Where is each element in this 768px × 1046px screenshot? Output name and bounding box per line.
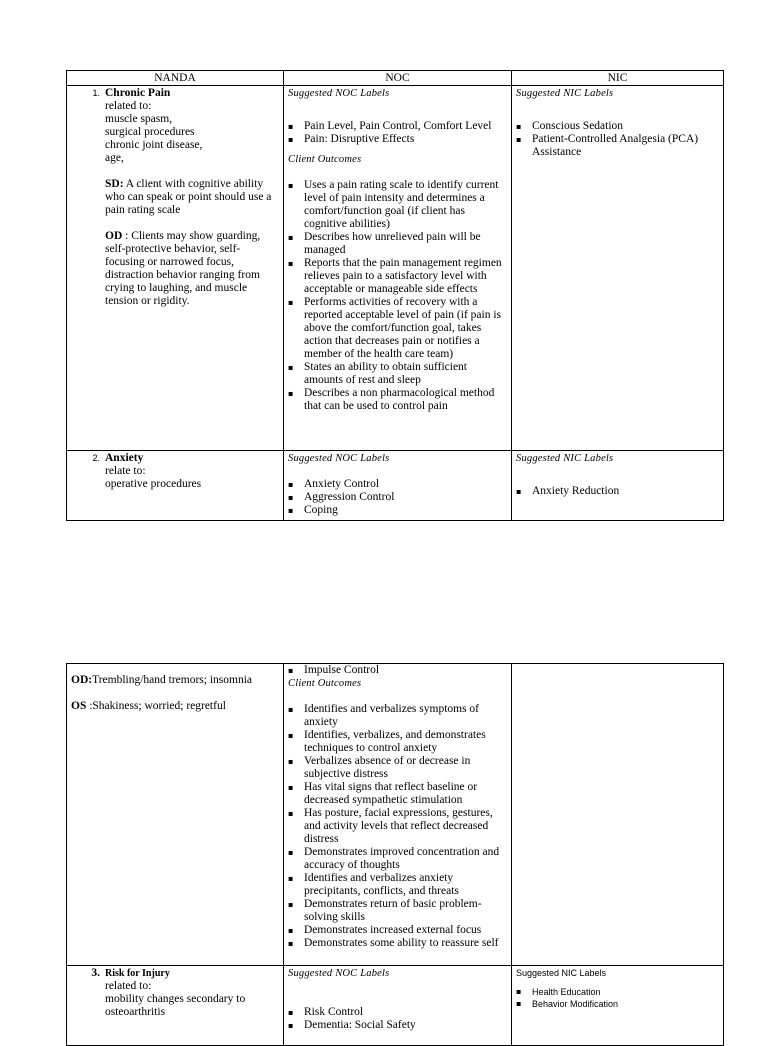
bullet-icon: ▪ — [516, 135, 522, 144]
list-item: ▪ Aggression Control — [288, 491, 395, 503]
od-label: OD — [105, 230, 123, 242]
noc-cell-anxiety-continued — [284, 664, 512, 966]
table-row — [67, 664, 724, 966]
list-item: ▪ Uses a pain rating scale to identify current level of pain intensity and determines a comfort/function goal (if client has cognitive abilities) — [288, 179, 499, 230]
noc-heading: Suggested NOC Labels — [288, 88, 390, 99]
list-item: ▪ Identifies, verbalizes, and demonstrates techniques to control anxiety — [288, 729, 486, 754]
related-to-label: relate to: — [105, 465, 146, 477]
bullet-icon: ▪ — [288, 233, 294, 242]
bullet-icon: ▪ — [288, 389, 294, 398]
nic-heading: Suggested NIC Labels — [516, 88, 614, 99]
diagnosis-heading — [71, 452, 279, 465]
bullet-icon: ▪ — [288, 705, 294, 714]
objective-data — [71, 674, 279, 687]
list-item: ▪ Demonstrates improved concentration and accuracy of thoughts — [288, 846, 500, 871]
diagnosis-title: Chronic Pain — [105, 87, 171, 99]
bullet-icon: ▪ — [288, 493, 294, 502]
noc-cell-anxiety — [284, 451, 512, 521]
bullet-icon: ▪ — [516, 987, 522, 996]
client-outcomes-heading: Client Outcomes — [288, 678, 362, 689]
list-item: ▪ Demonstrates some ability to reassure self — [288, 937, 499, 949]
nic-label-list — [516, 120, 719, 159]
diagnosis-heading — [71, 87, 279, 100]
list-item: ▪ Identifies and verbalizes symptoms of anxiety — [288, 703, 480, 728]
noc-heading: Suggested NOC Labels — [288, 453, 390, 464]
noc-label-list — [288, 1006, 507, 1032]
subjective-data — [71, 700, 279, 713]
bullet-icon: ▪ — [288, 731, 294, 740]
od-text: : Clients may show guarding, self-protective behavior, self-focusing or narrowed focus, distraction behavior ranging from crying to laughing, and muscle tension or rigidity. — [105, 230, 261, 307]
list-item: ▪ Behavior Modification — [516, 999, 619, 1009]
bullet-icon: ▪ — [288, 666, 294, 675]
care-plan-table-2 — [66, 663, 724, 1046]
nic-label-list — [516, 485, 719, 498]
sd-label: SD: — [105, 178, 124, 190]
nic-cell-anxiety-continued — [512, 664, 724, 966]
list-item: ▪ Anxiety Reduction — [516, 485, 620, 497]
header-nic: NIC — [512, 71, 724, 86]
bullet-icon: ▪ — [288, 900, 294, 909]
list-item: ▪ Coping — [288, 504, 338, 516]
list-item: ▪ Anxiety Control — [288, 478, 380, 490]
list-item: ▪ Verbalizes absence of or decrease in subjective distress — [288, 755, 471, 780]
list-item: ▪ Demonstrates return of basic problem-solving skills — [288, 898, 482, 923]
care-plan-table-1 — [66, 70, 724, 521]
objective-data — [71, 230, 279, 308]
diagnosis-number: 1. — [92, 88, 100, 98]
list-item: ▪ States an ability to obtain sufficient amounts of rest and sleep — [288, 361, 467, 386]
bullet-icon: ▪ — [516, 487, 522, 496]
table-row — [67, 86, 724, 451]
od-text: Trembling/hand tremors; insomnia — [92, 674, 253, 686]
diagnosis-title: Anxiety — [105, 452, 144, 464]
noc-cell-risk-for-injury — [284, 966, 512, 1046]
diagnosis-number: 3. — [91, 967, 100, 979]
bullet-icon: ▪ — [288, 757, 294, 766]
bullet-icon: ▪ — [288, 135, 294, 144]
list-item: ▪ Demonstrates increased external focus — [288, 924, 482, 936]
bullet-icon: ▪ — [288, 480, 294, 489]
nic-cell-anxiety — [512, 451, 724, 521]
bullet-icon: ▪ — [288, 1021, 294, 1030]
bullet-icon: ▪ — [288, 783, 294, 792]
bullet-icon: ▪ — [288, 122, 294, 131]
bullet-icon: ▪ — [288, 506, 294, 515]
os-label: OS — [71, 700, 87, 712]
od-label: OD: — [71, 674, 93, 686]
list-item: ▪ Conscious Sedation — [516, 120, 624, 132]
noc-label-list — [288, 664, 507, 677]
header-noc: NOC — [284, 71, 512, 86]
bullet-icon: ▪ — [516, 122, 522, 131]
client-outcome-list — [288, 179, 507, 413]
list-item: ▪ Describes a non pharmacological method that can be used to control pain — [288, 387, 495, 412]
os-text: :Shakiness; worried; regretful — [86, 700, 226, 712]
related-factor: muscle spasm, — [105, 113, 173, 125]
diagnosis-title: Risk for Injury — [105, 968, 170, 979]
related-factor: operative procedures — [105, 478, 202, 490]
nic-heading: Suggested NIC Labels — [516, 453, 614, 464]
bullet-icon: ▪ — [288, 363, 294, 372]
subjective-data — [71, 178, 279, 217]
bullet-icon: ▪ — [288, 259, 294, 268]
nic-cell-chronic-pain — [512, 86, 724, 451]
related-to-label: related to: — [105, 100, 152, 112]
bullet-icon: ▪ — [516, 999, 522, 1008]
list-item: ▪ Has vital signs that reflect baseline or decreased sympathetic stimulation — [288, 781, 478, 806]
list-item: ▪ Pain Level, Pain Control, Comfort Level — [288, 120, 492, 132]
bullet-icon: ▪ — [288, 298, 294, 307]
bullet-icon: ▪ — [288, 809, 294, 818]
list-item: ▪ Dementia: Social Safety — [288, 1019, 416, 1031]
list-item: ▪ Performs activities of recovery with a reported acceptable level of pain (if pain is above the comfort/function goal, takes action that decreases pain or notifies a member of the health care team) — [288, 296, 502, 360]
header-nanda: NANDA — [67, 71, 284, 86]
noc-cell-chronic-pain — [284, 86, 512, 451]
nic-cell-risk-for-injury — [512, 966, 724, 1046]
bullet-icon: ▪ — [288, 874, 294, 883]
list-item: ▪ Reports that the pain management regimen relieves pain to a satisfactory level with acceptable or manageable side effects — [288, 257, 502, 295]
nanda-cell-anxiety-continued — [67, 664, 284, 966]
diagnosis-number: 2. — [92, 453, 100, 463]
diagnosis-heading — [71, 967, 279, 980]
list-item: ▪ Pain: Disruptive Effects — [288, 133, 415, 145]
list-item: ▪ Has posture, facial expressions, gestures, and activity levels that reflect decreased distress — [288, 807, 493, 845]
noc-label-list — [288, 478, 507, 517]
nic-heading: Suggested NIC Labels — [516, 968, 607, 978]
sd-text: A client with cognitive ability who can speak or point should use a pain rating scale — [105, 178, 272, 216]
table-row — [67, 966, 724, 1046]
related-factor: surgical procedures — [105, 126, 195, 138]
list-item: ▪ Impulse Control — [288, 664, 380, 676]
list-item: ▪ Patient-Controlled Analgesia (PCA) Assistance — [516, 133, 699, 158]
list-item: ▪ Describes how unrelieved pain will be managed — [288, 231, 481, 256]
client-outcome-list — [288, 703, 507, 950]
noc-heading: Suggested NOC Labels — [288, 968, 390, 979]
nanda-cell-chronic-pain — [67, 86, 284, 451]
bullet-icon: ▪ — [288, 181, 294, 190]
related-factor: osteoarthritis — [105, 1006, 166, 1018]
bullet-icon: ▪ — [288, 1008, 294, 1017]
list-item: ▪ Risk Control — [288, 1006, 364, 1018]
client-outcomes-heading: Client Outcomes — [288, 154, 362, 165]
noc-label-list — [288, 120, 507, 146]
nic-label-list — [516, 986, 719, 1010]
related-factor: chronic joint disease, — [105, 139, 203, 151]
bullet-icon: ▪ — [288, 939, 294, 948]
nanda-cell-anxiety — [67, 451, 284, 521]
bullet-icon: ▪ — [288, 848, 294, 857]
table-row — [67, 451, 724, 521]
related-factor: mobility changes secondary to — [105, 993, 246, 1005]
list-item: ▪ Identifies and verbalizes anxiety precipitants, conflicts, and threats — [288, 872, 459, 897]
related-to-label: related to: — [105, 980, 152, 992]
nanda-cell-risk-for-injury — [67, 966, 284, 1046]
related-factor: age, — [105, 152, 124, 164]
bullet-icon: ▪ — [288, 926, 294, 935]
list-item: ▪ Health Education — [516, 987, 601, 997]
table-header-row — [67, 71, 724, 86]
